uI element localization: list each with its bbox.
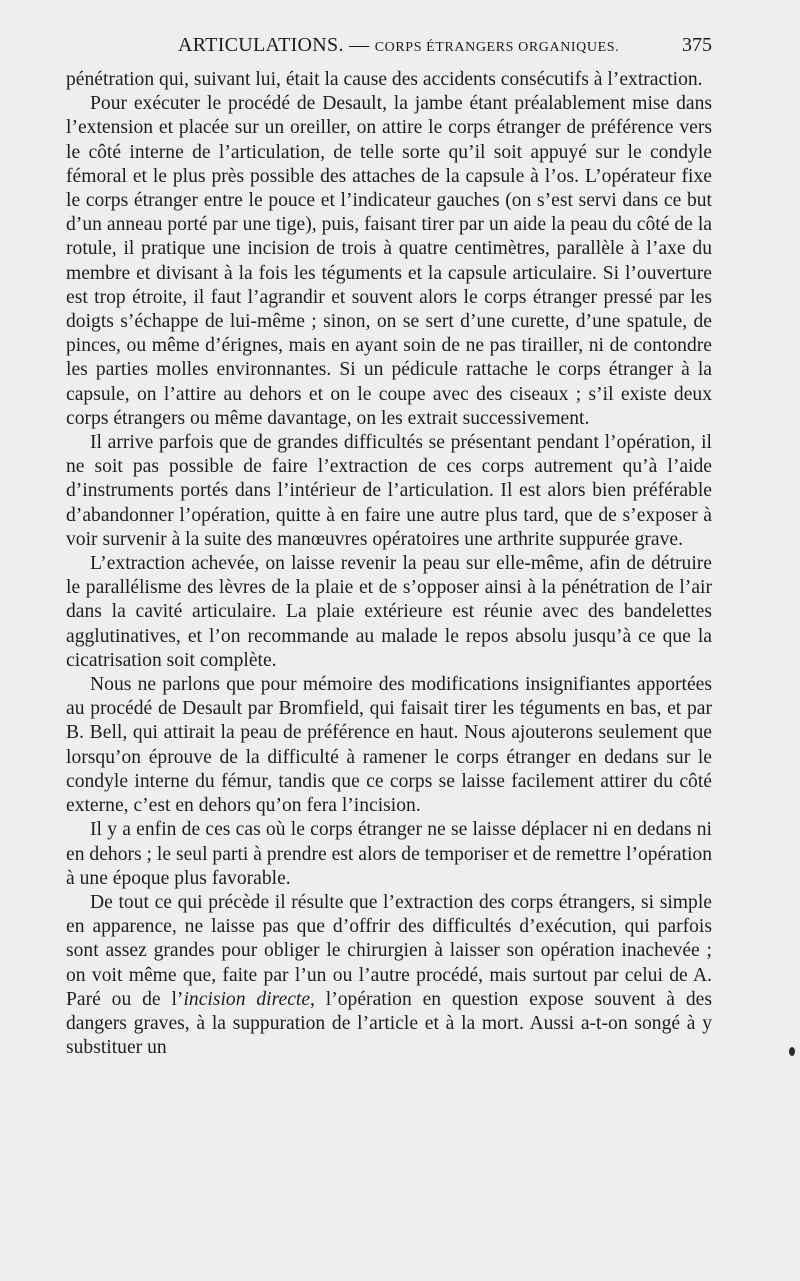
paragraph-continuation: pénétration qui, suivant lui, était la cause des accidents consécutifs à l’extraction. [66,69,703,90]
conclusion-text-start: De tout ce qui précède il résulte que l’extraction des corps étrangers, si simple en apparence, ne laisse pas que d’offrir des difficultés d’exécution, qui parfois sont assez grandes pour obliger le chirurgien à laisser son opération inachevée ; on voit même que, faite par l’un ou l’autre procédé, mais surtout par celui de A. Paré ou de l’ [66,891,712,1010]
paragraph-desault-procedure: Pour exécuter le procédé de Desault, la jambe étant préalablement mise dans l’extension et placée sur un oreiller, on attire le corps étranger de préférence vers le côté interne de l’articulation, de telle sorte qu’il soit appuyé sur le condyle fémoral et le plus près possible des attaches de la capsule à l’os. L’opérateur fixe le corps étranger entre le pouce et l’indicateur gauches (on s’est servi dans ce but d’un anneau porté par une tige), puis, faisant tirer par un aide la peau du côté de la rotule, il pratique une incision de trois à quatre centimètres, parallèle à l’axe du membre et divisant à la fois les téguments et la capsule articulaire. Si l’ouverture est trop étroite, il faut l’agrandir et souvent alors le corps étranger pressé par les doigts s’échappe de lui-même ; sinon, on se sert d’une curette, d’une spatule, de pinces, ou même d’érignes, mais en ayant soin de ne pas tirailler, ni de contondre les parties molles environnantes. Si un pédicule rattache le corps étranger à la capsule, on l’attire au dehors et on le coupe avec des ciseaux ; s’il existe deux corps étrangers ou même davantage, on les extrait successivement. [66,93,712,429]
page-number: 375 [682,34,712,56]
running-head [66,34,712,60]
running-head-title [178,34,619,57]
paragraph-modifications: Nous ne parlons que pour mémoire des modifications insignifiantes apportées au procédé de Desault par Bromfield, qui faisait tirer les téguments en bas, et par B. Bell, qui attirait la peau de préférence en haut. Nous ajouterons seulement que lorsqu’on éprouve de la difficulté à ramener le corps étranger en dedans sur le condyle interne du fémur, tandis que ce corps se laisse facilement attirer du côté externe, c’est en dehors qu’on fera l’incision. [66,674,712,817]
ink-spot-mark [789,1047,795,1056]
body-text [66,68,712,1060]
paragraph-conclusion [66,891,712,1060]
paragraph-temporize: Il y a enfin de ces cas où le corps étranger ne se laisse déplacer ni en dedans ni en dehors ; le seul parti à prendre est alors de temporiser et de remettre l’opération à une époque plus favorable. [66,819,712,889]
paragraph-difficulties: Il arrive parfois que de grandes difficultés se présentant pendant l’opération, il ne soit pas possible de faire l’extraction de ces corps autrement qu’à l’aide d’instruments portés dans l’intérieur de l’articulation. Il est alors bien préférable d’abandonner l’opération, quitte à en faire une autre plus tard, que de s’exposer à voir survenir à la suite des manœuvres opératoires une arthrite suppurée grave. [66,432,712,550]
header-separator: — [349,34,370,56]
conclusion-text-end: , l’opération en question expose souvent à des dangers graves, à la suppuration de l’article et à la mort. Aussi a-t-on songé à y substituer un [66,988,712,1059]
section-title: ARTICULATIONS. [178,34,344,56]
italic-term: incision directe [183,988,311,1010]
paragraph-after-extraction: L’extraction achevée, on laisse revenir la peau sur elle-même, afin de détruire le parallélisme des lèvres de la plaie et de s’opposer ainsi à la pénétration de l’air dans la cavité articulaire. La plaie extérieure est réunie avec des bandelettes agglutinatives, et l’on recommande au malade le repos absolu jusqu’à ce que la cicatrisation soit complète. [66,553,712,671]
subsection-title: CORPS ÉTRANGERS ORGANIQUES. [374,40,620,55]
